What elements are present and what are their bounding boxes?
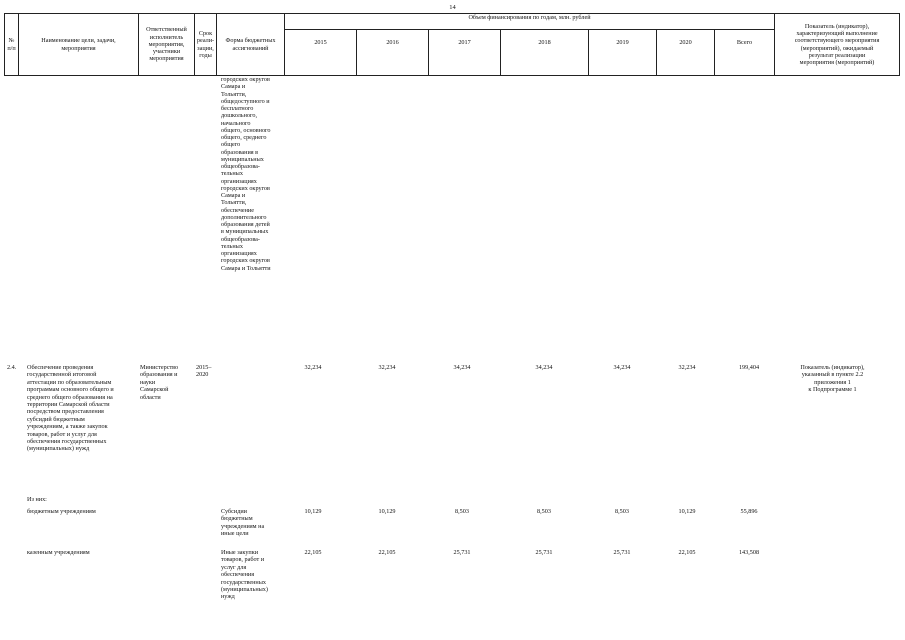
state-value-2015: 22,105 [304, 549, 322, 556]
budget-row-form: Субсидии бюджетным учреждениям на иные цели [221, 508, 265, 538]
state-row-name: казенным учреждениям [27, 549, 90, 556]
state-value-2019: 25,731 [613, 549, 631, 556]
page-number: 14 [449, 4, 456, 11]
header-term: Срок реали- зации, годы [195, 14, 217, 76]
row-executor: Министерство образования и науки Самарской области [140, 364, 179, 401]
header-year-2017: 2017 [429, 30, 501, 76]
header-year-2016: 2016 [357, 30, 429, 76]
value-2017: 34,234 [453, 364, 471, 371]
header-name: Наименование цели, задачи, мероприятия [19, 14, 139, 76]
header-form: Форма бюджетных ассигнований [217, 14, 285, 76]
header-executor: Ответственный исполнитель мероприятия, участники мероприятия [139, 14, 195, 76]
state-row-form: Иные закупки товаров, работ и услуг для обеспечения государственных (муниципальных) нужд [221, 549, 268, 601]
of-them-label: Из них: [27, 496, 47, 503]
budget-value-2016: 10,129 [378, 508, 396, 515]
budget-value-2020: 10,129 [678, 508, 696, 515]
continued-form-text: городских округов Самара и Тольятти, общедоступного и бесплатного дошкольного, начального общего, основного общего, среднего общего образования в муниципальных общеобразова- тельных организациях городских округов Самара и Тольятти, обеспечение дополнительного образования детей в муниципальных общеобразова- тельных организациях городских округов Самара и Тольятти [221, 76, 271, 272]
value-total: 199,404 [738, 364, 760, 371]
value-2019: 34,234 [613, 364, 631, 371]
state-value-2020: 22,105 [678, 549, 696, 556]
header-year-2020: 2020 [657, 30, 715, 76]
header-finance: Объем финансирования по годам, млн. рублей [285, 14, 775, 30]
row-number: 2.4. [7, 364, 17, 371]
state-value-2017: 25,731 [453, 549, 471, 556]
header-year-2015: 2015 [285, 30, 357, 76]
header-year-2018: 2018 [501, 30, 589, 76]
header-total: Всего [715, 30, 775, 76]
row-term: 2015– 2020 [196, 364, 212, 379]
table-header [4, 13, 900, 76]
header-year-2019: 2019 [589, 30, 657, 76]
header-num: № п/п [5, 14, 19, 76]
header-indicator: Показатель (индикатор), характеризующий выполнение соответствующего мероприятия (мероприятий), ожидаемый результат реализации мероприятия (мероприятий) [775, 14, 900, 76]
budget-value-2015: 10,129 [304, 508, 322, 515]
row-name: Обеспечение проведения государственной итоговой аттестации по образовательным программам основного общего и среднего общего образования на территории Самарской области посредством предоставления субсидий бюджетным учреждениям, а также закупок товаров, работ и услуг для обеспечения государственных (муниципальных) нужд [27, 364, 114, 453]
value-2015: 32,234 [304, 364, 322, 371]
budget-value-2018: 8,503 [537, 508, 551, 515]
state-value-2018: 25,731 [535, 549, 553, 556]
budget-value-total: 55,896 [740, 508, 758, 515]
budget-row-name: бюджетным учреждениям [27, 508, 96, 515]
budget-value-2017: 8,503 [455, 508, 469, 515]
budget-value-2019: 8,503 [615, 508, 629, 515]
value-2016: 32,234 [378, 364, 396, 371]
state-value-2016: 22,105 [378, 549, 396, 556]
value-2018: 34,234 [535, 364, 553, 371]
state-value-total: 143,508 [738, 549, 760, 556]
row-indicator: Показатель (индикатор), указанный в пункте 2.2 приложения 1 к Подпрограмме 1 [800, 364, 865, 394]
value-2020: 32,234 [678, 364, 696, 371]
